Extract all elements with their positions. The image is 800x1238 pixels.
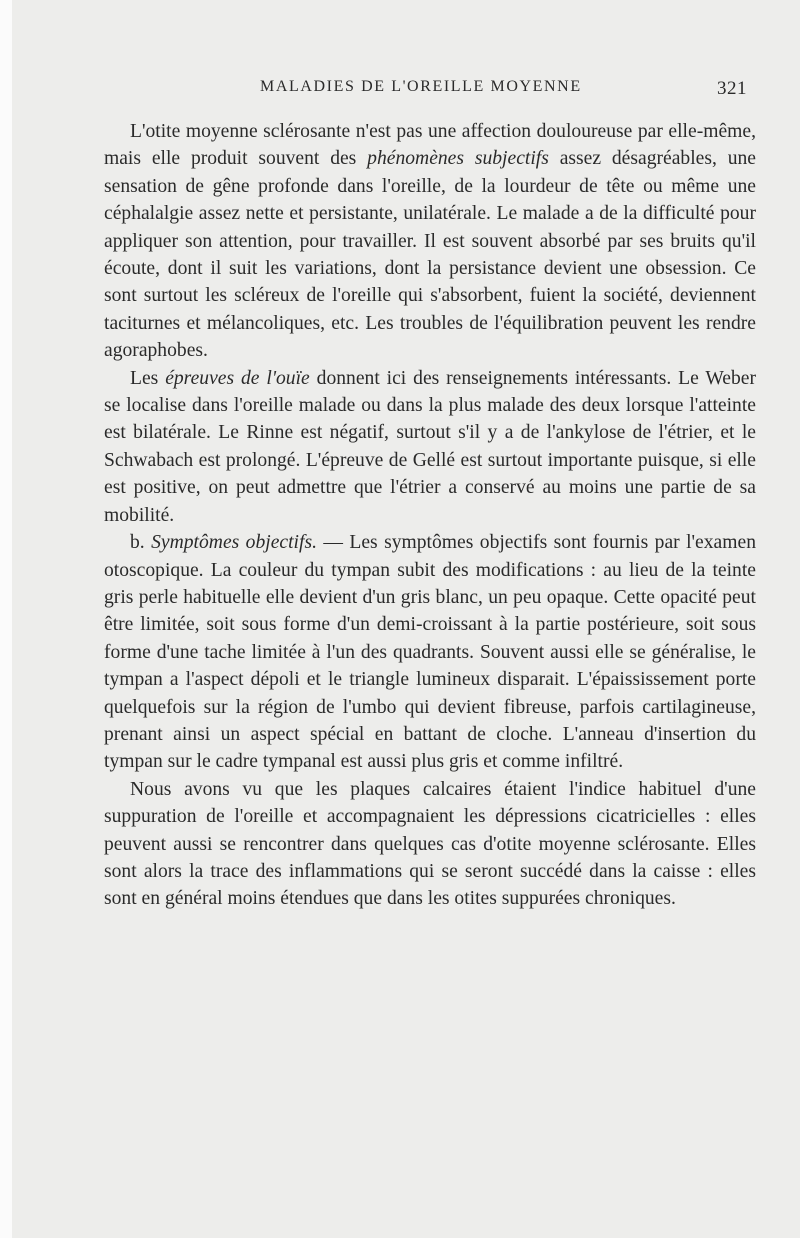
body-text <box>104 118 756 913</box>
paragraph-text: donnent ici des renseignements intéressants. Le Weber se localise dans l'oreille malade ou dans la plus malade des deux lorsque l'atteinte est bilatérale. Le Rinne est négatif, surtout s'il y a de l'ankylose de l'étrier, et le Schwabach est prolongé. L'épreuve de Gellé est surtout importante puisque, si elle est positive, on peut admettre que l'étrier a conservé au moins une partie de sa mobilité. <box>104 367 756 526</box>
section-subtitle: Symptômes objectifs. <box>151 532 317 554</box>
paragraph-text: Les <box>130 367 166 389</box>
page-number: 321 <box>717 78 747 99</box>
paragraph-epreuves-ouie <box>104 365 756 529</box>
paragraph-text: b. <box>130 532 152 554</box>
paragraph-text: L'otite moyenne sclérosante n'est pas une affection douloureuse par elle-même, mais elle produit souvent des <box>104 121 756 170</box>
paragraph-text: assez désagréables, une sensation de gêne profonde dans l'oreille, de la lourdeur de tête ou même une céphalalgie assez nette et persistante, unilatérale. Le malade a de la difficulté pour appliquer son attention, pour travailler. Il est souvent absorbé par ses bruits qu'il écoute, dont il suit les variations, dont la persistance devient une obsession. Ce sont surtout les scléreux de l'oreille qui s'absorbent, fuient la société, deviennent taciturnes et mélancoliques, etc. Les troubles de l'équilibration peuvent les rendre agoraphobes. <box>104 148 756 362</box>
italic-term: phénomènes subjectifs <box>367 148 549 170</box>
paragraph-text: Nous avons vu que les plaques calcaires étaient l'indice habituel d'une suppuration de l'oreille et accompagnaient les dépressions cicatricielles : elles peuvent aussi se rencontrer dans quelques cas d'otite moyenne sclérosante. Elles sont alors la trace des inflammations qui se seront succédé dans la caisse : elles sont en général moins étendues que dans les otites suppurées chroniques. <box>104 778 756 910</box>
paragraph-otite-subjective <box>104 118 756 365</box>
paragraph-symptomes-objectifs <box>104 529 756 776</box>
paragraph-plaques-calcaires <box>104 776 756 913</box>
italic-term: épreuves de l'ouïe <box>165 367 310 389</box>
paragraph-text: — Les symptômes objectifs sont fournis par l'examen otoscopique. La couleur du tympan subit des modifications : au lieu de la teinte gris perle habituelle elle devient d'un gris blanc, un peu opaque. Cette opacité peut être limitée, soit sous forme d'un demi-croissant à la partie postérieure, soit sous forme d'une tache limitée à l'un des quadrants. Souvent aussi elle se généralise, le tympan a l'aspect dépoli et le triangle lumineux disparait. L'épaississement porte quelquefois sur la région de l'umbo qui devient fibreuse, parfois cartilagineuse, prenant ainsi un aspect spécial en battant de cloche. L'anneau d'insertion du tympan sur le cadre tympanal est aussi plus gris et comme infiltré. <box>104 532 756 773</box>
running-head: MALADIES DE L'OREILLE MOYENNE <box>260 78 582 95</box>
